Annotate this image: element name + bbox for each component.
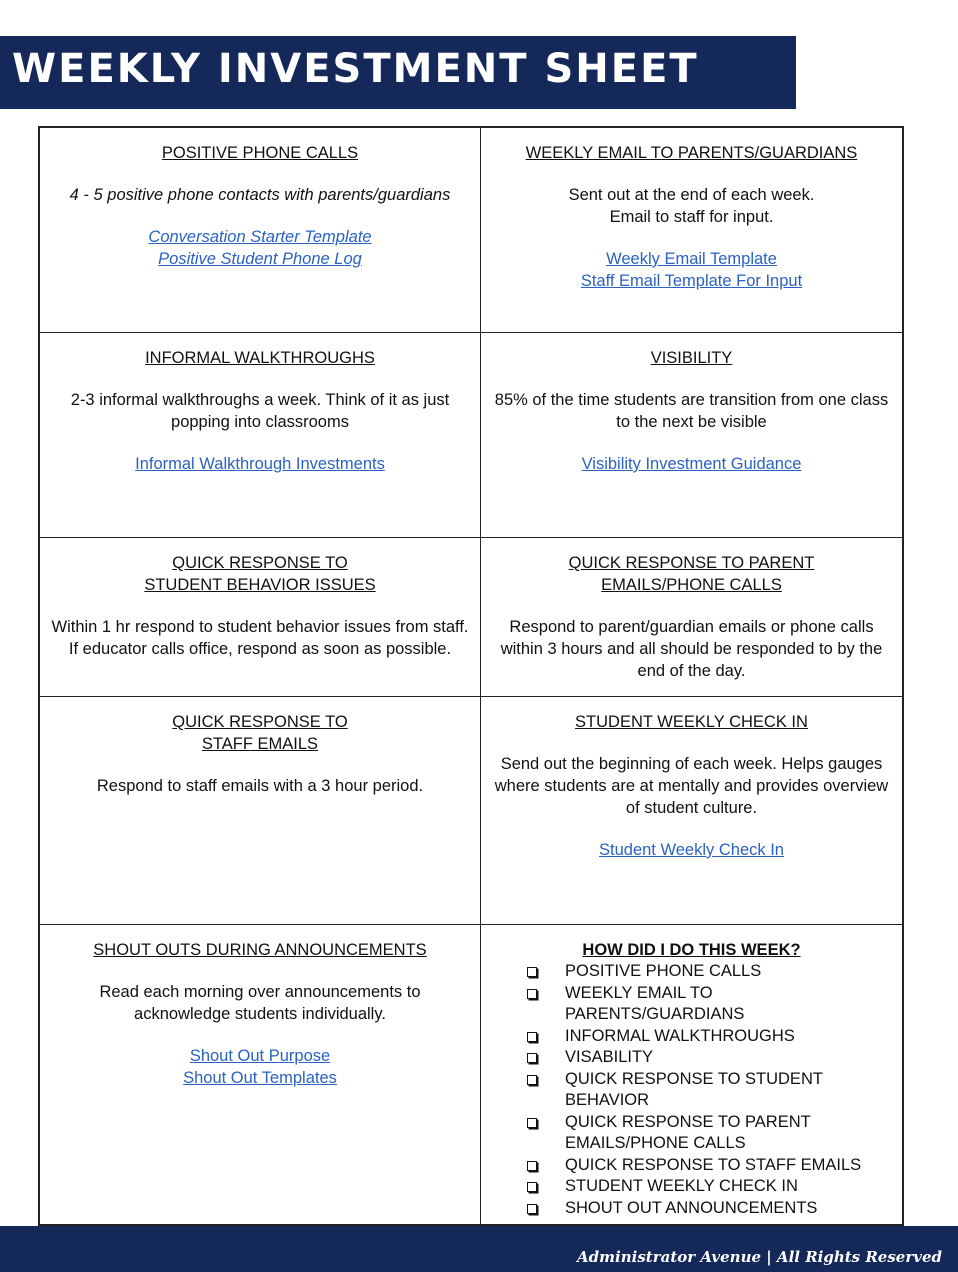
checklist-item	[527, 1112, 892, 1155]
title-line: QUICK RESPONSE TO PARENT	[568, 554, 815, 572]
checklist-item-label: POSITIVE PHONE CALLS	[565, 962, 762, 980]
cell-parent-emails	[481, 538, 902, 697]
cell-title	[50, 711, 470, 755]
checklist-title: HOW DID I DO THIS WEEK?	[582, 941, 801, 959]
checklist-item-label: QUICK RESPONSE TO STUDENT BEHAVIOR	[565, 1069, 823, 1109]
checklist-item	[527, 1047, 892, 1069]
checklist-item	[527, 1176, 892, 1198]
cell-description: Within 1 hr respond to student behavior issues from staff. If educator calls office, respond as soon as possible.	[51, 618, 469, 658]
checkbox-icon[interactable]	[527, 1075, 537, 1085]
shout-out-templates-link[interactable]: Shout Out Templates	[183, 1069, 337, 1087]
header-bar	[0, 36, 796, 109]
cell-staff-emails	[40, 697, 481, 925]
cell-description: Respond to staff emails with a 3 hour period.	[96, 777, 424, 795]
cell-description: Read each morning over announcements to acknowledge students individually.	[99, 983, 421, 1023]
checklist-item-label: QUICK RESPONSE TO STAFF EMAILS	[565, 1155, 862, 1174]
cell-visibility	[481, 333, 902, 538]
cell-title: WEEKLY EMAIL TO PARENTS/GUARDIANS	[525, 144, 858, 162]
cell-description	[491, 184, 892, 228]
cell-weekly-email	[481, 128, 902, 333]
cell-description: Send out the beginning of each week. Helps gauges where students are at mentally and provides overview of student culture.	[494, 755, 889, 817]
cell-title: STUDENT WEEKLY CHECK IN	[575, 713, 808, 731]
cell-informal-walkthroughs	[40, 333, 481, 538]
footer-bar	[0, 1226, 958, 1272]
checkbox-icon[interactable]	[527, 1032, 537, 1042]
cell-student-behavior	[40, 538, 481, 697]
checklist-item-label: VISABILITY	[565, 1048, 654, 1066]
checkbox-icon[interactable]	[527, 1204, 537, 1214]
shout-out-purpose-link[interactable]: Shout Out Purpose	[189, 1047, 331, 1065]
conversation-starter-link[interactable]: Conversation Starter Template	[148, 228, 372, 246]
checklist-item-label: SHOUT OUT ANNOUNCEMENTS	[565, 1198, 818, 1217]
checklist-item	[527, 1026, 892, 1048]
cell-description: Respond to parent/guardian emails or phone calls within 3 hours and all should be responded to by the end of the day.	[500, 618, 883, 680]
cell-student-check-in	[481, 697, 902, 925]
phone-log-link[interactable]: Positive Student Phone Log	[158, 250, 362, 268]
cell-description: 2-3 informal walkthroughs a week. Think of it as just popping into classrooms	[70, 391, 450, 431]
checkbox-icon[interactable]	[527, 1118, 537, 1128]
footer-copyright: Administrator Avenue | All Rights Reserved	[577, 1248, 942, 1266]
checkbox-icon[interactable]	[527, 1161, 537, 1171]
cell-positive-phone-calls	[40, 128, 481, 333]
student-check-in-link[interactable]: Student Weekly Check In	[599, 841, 784, 859]
staff-email-template-link[interactable]: Staff Email Template For Input	[580, 272, 803, 290]
description-line: Sent out at the end of each week.	[568, 186, 815, 204]
investment-table	[38, 126, 904, 1226]
checkbox-icon[interactable]	[527, 1182, 537, 1192]
cell-description: 4 - 5 positive phone contacts with parents/guardians	[69, 186, 451, 204]
cell-shout-outs	[40, 925, 481, 1227]
checklist-item	[527, 961, 892, 983]
cell-title: INFORMAL WALKTHROUGHS	[145, 349, 375, 367]
checklist-item	[527, 983, 892, 1026]
cell-checklist	[481, 925, 902, 1227]
title-line: STAFF EMAILS	[201, 735, 319, 753]
checklist-item	[527, 1198, 892, 1220]
weekly-email-template-link[interactable]: Weekly Email Template	[606, 250, 777, 268]
checklist-item-label: STUDENT WEEKLY CHECK IN	[565, 1177, 798, 1195]
checklist-item-label: QUICK RESPONSE TO PARENT EMAILS/PHONE CALLS	[565, 1112, 811, 1152]
checklist-item	[527, 1155, 892, 1177]
checkbox-icon[interactable]	[527, 989, 537, 999]
title-line: EMAILS/PHONE CALLS	[601, 576, 782, 594]
checklist-item	[527, 1069, 892, 1112]
visibility-guidance-link[interactable]: Visibility Investment Guidance	[581, 455, 802, 473]
title-line: QUICK RESPONSE TO	[172, 713, 348, 731]
page-title: WEEKLY INVESTMENT SHEET	[12, 46, 699, 92]
cell-title	[491, 552, 892, 596]
checklist	[491, 961, 892, 1219]
checkbox-icon[interactable]	[527, 1053, 537, 1063]
title-line: STUDENT BEHAVIOR ISSUES	[144, 576, 376, 594]
description-line: Email to staff for input.	[609, 208, 774, 226]
cell-title: SHOUT OUTS DURING ANNOUNCEMENTS	[93, 941, 427, 959]
cell-description: 85% of the time students are transition from one class to the next be visible	[494, 391, 889, 431]
checklist-item-label: INFORMAL WALKTHROUGHS	[565, 1026, 795, 1045]
checkbox-icon[interactable]	[527, 967, 537, 977]
cell-title	[50, 552, 470, 596]
cell-title: POSITIVE PHONE CALLS	[161, 144, 359, 162]
checklist-item-label: WEEKLY EMAIL TO PARENTS/GUARDIANS	[565, 983, 745, 1023]
walkthrough-investments-link[interactable]: Informal Walkthrough Investments	[135, 455, 385, 473]
cell-title: VISIBILITY	[650, 349, 733, 367]
title-line: QUICK RESPONSE TO	[172, 554, 348, 572]
